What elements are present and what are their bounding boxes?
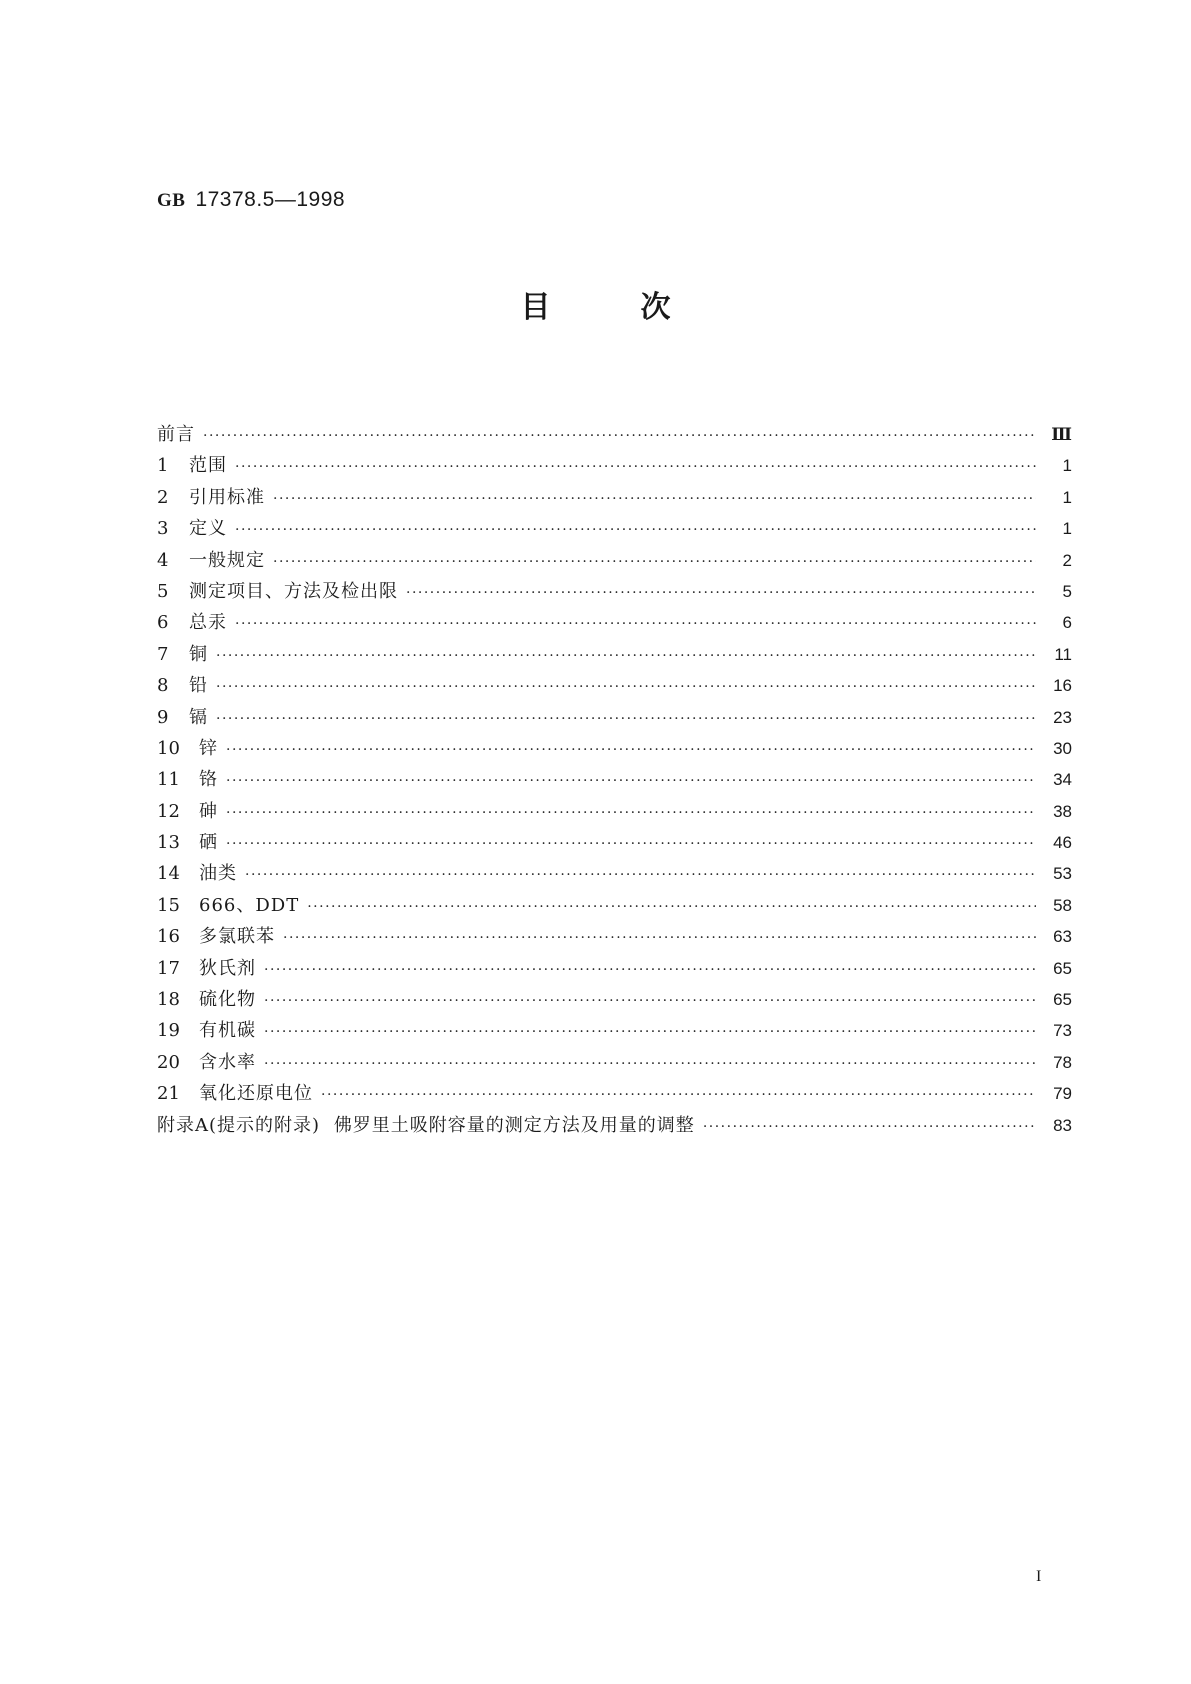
leader-dots — [226, 742, 1036, 758]
toc-entry-label: 多氯联苯 — [199, 926, 275, 948]
toc-entry-page: 34 — [1053, 770, 1072, 790]
toc-entry-number: 5 — [157, 580, 169, 602]
leader-dots — [226, 805, 1036, 821]
appendix-prefix: 附录A(提示的附录) — [157, 1114, 321, 1136]
toc-entry-page: 23 — [1053, 707, 1072, 727]
toc-entry-number: 20 — [157, 1051, 180, 1073]
toc-entry[interactable] — [157, 1016, 1072, 1047]
toc-entry-number: 4 — [157, 549, 169, 571]
page-number: I — [1036, 1568, 1042, 1585]
toc-entry-number: 2 — [157, 486, 169, 508]
toc-entry-page: 1 — [1062, 519, 1072, 539]
toc-entry-label: 范围 — [189, 455, 227, 477]
toc-entry-number: 17 — [157, 957, 180, 979]
toc-entry[interactable] — [157, 985, 1072, 1016]
leader-dots — [235, 522, 1036, 538]
toc-entry-page: 2 — [1062, 550, 1072, 570]
toc-entry-number: 18 — [157, 989, 180, 1011]
toc-entry-number: 1 — [157, 455, 169, 477]
toc-entry[interactable] — [157, 954, 1072, 985]
toc-entry-number: 7 — [157, 643, 169, 665]
toc-entry-page: 30 — [1053, 738, 1072, 758]
toc-entry-label: 铅 — [189, 675, 208, 697]
toc-entry-page: 46 — [1053, 833, 1072, 853]
toc-entry-page: 78 — [1053, 1052, 1072, 1072]
toc-entry-label: 锌 — [199, 737, 218, 759]
toc-entry[interactable] — [157, 797, 1072, 828]
toc-entry[interactable] — [157, 640, 1072, 671]
leader-dots — [216, 711, 1036, 727]
leader-dots — [264, 962, 1036, 978]
toc-entry[interactable] — [157, 734, 1072, 765]
toc-entry-page: 38 — [1053, 801, 1072, 821]
leader-dots — [264, 1024, 1036, 1040]
toc-entry[interactable] — [157, 891, 1072, 922]
leader-dots — [203, 428, 1036, 444]
toc-entry-label: 测定项目、方法及检出限 — [189, 580, 398, 602]
toc-entry-page: 6 — [1062, 613, 1072, 633]
toc-entry-number: 13 — [157, 832, 180, 854]
leader-dots — [703, 1119, 1036, 1135]
toc-entry-page: 1 — [1062, 487, 1072, 507]
toc-entry[interactable] — [157, 828, 1072, 859]
toc-entry[interactable] — [157, 703, 1072, 734]
leader-dots — [216, 648, 1036, 664]
toc-entry[interactable] — [157, 577, 1072, 608]
toc-entry-page: 73 — [1053, 1021, 1072, 1041]
leader-dots — [216, 679, 1036, 695]
leader-dots — [264, 993, 1036, 1009]
table-of-contents — [157, 420, 1072, 1142]
toc-entry-foreword[interactable] — [157, 420, 1072, 451]
toc-entry-label: 硫化物 — [199, 989, 256, 1011]
toc-entry-page: 65 — [1053, 990, 1072, 1010]
toc-entry-number: 16 — [157, 926, 180, 948]
toc-entry[interactable] — [157, 1048, 1072, 1079]
toc-entry[interactable] — [157, 765, 1072, 796]
toc-entry-number: 8 — [157, 675, 169, 697]
toc-entry-page: 79 — [1053, 1084, 1072, 1104]
toc-entry-label: 狄氏剂 — [199, 957, 256, 979]
toc-entry[interactable] — [157, 514, 1072, 545]
toc-entry-label: 含水率 — [199, 1051, 256, 1073]
toc-entry-number: 10 — [157, 737, 180, 759]
leader-dots — [226, 773, 1036, 789]
standard-prefix: GB — [157, 190, 186, 211]
toc-entry-page: Ⅲ — [1051, 425, 1072, 444]
toc-entry[interactable] — [157, 483, 1072, 514]
toc-entry[interactable] — [157, 859, 1072, 890]
toc-entry-label: 前言 — [157, 424, 195, 445]
leader-dots — [273, 491, 1036, 507]
toc-entry-page: 11 — [1054, 644, 1072, 664]
toc-entry-number: 12 — [157, 800, 180, 822]
toc-entry-number: 11 — [157, 769, 180, 791]
toc-entry-label: 666、DDT — [199, 894, 300, 916]
toc-entry-label: 引用标准 — [189, 486, 265, 508]
leader-dots — [245, 867, 1036, 883]
leader-dots — [406, 585, 1036, 601]
toc-entry-page: 83 — [1053, 1115, 1072, 1135]
leader-dots — [235, 459, 1036, 475]
toc-entry-number: 14 — [157, 863, 180, 885]
toc-entry-label: 镉 — [189, 706, 208, 728]
leader-dots — [264, 1056, 1036, 1072]
leader-dots — [226, 836, 1036, 852]
leader-dots — [307, 899, 1036, 915]
toc-entry-label: 砷 — [199, 800, 218, 822]
toc-entry-page: 1 — [1062, 456, 1072, 476]
toc-entry-page: 16 — [1053, 676, 1072, 696]
toc-entry-number: 9 — [157, 706, 169, 728]
toc-entry-label: 总汞 — [189, 612, 227, 634]
page-title: 目次 — [520, 290, 761, 325]
toc-entry-label: 铜 — [189, 643, 208, 665]
toc-entry[interactable] — [157, 451, 1072, 482]
toc-entry-number: 15 — [157, 894, 180, 916]
toc-entry[interactable] — [157, 608, 1072, 639]
toc-entry-label: 氧化还原电位 — [199, 1083, 313, 1105]
toc-entry-label: 一般规定 — [189, 549, 265, 571]
toc-entry-page: 63 — [1053, 927, 1072, 947]
toc-entry-label: 油类 — [199, 863, 237, 885]
toc-entry-page: 5 — [1062, 581, 1072, 601]
toc-entry[interactable] — [157, 1079, 1072, 1110]
standard-number — [157, 188, 345, 212]
leader-dots — [235, 616, 1036, 632]
standard-code: 17378.5—1998 — [195, 188, 346, 211]
toc-entry-page: 53 — [1053, 864, 1072, 884]
leader-dots — [273, 554, 1036, 570]
toc-entry-number: 6 — [157, 612, 169, 634]
toc-entry[interactable] — [157, 546, 1072, 577]
appendix-label: 佛罗里土吸附容量的测定方法及用量的调整 — [333, 1114, 695, 1136]
toc-entry-label: 有机碳 — [199, 1020, 256, 1042]
toc-entry-appendix-a[interactable] — [157, 1111, 1072, 1142]
toc-entry[interactable] — [157, 922, 1072, 953]
toc-entry-label: 铬 — [199, 769, 218, 791]
toc-entry-label: 定义 — [189, 518, 227, 540]
toc-entry[interactable] — [157, 671, 1072, 702]
toc-entry-label: 硒 — [199, 832, 218, 854]
toc-entry-number: 21 — [157, 1083, 180, 1105]
toc-entry-page: 65 — [1053, 958, 1072, 978]
toc-entry-page: 58 — [1053, 895, 1072, 915]
toc-entry-number: 19 — [157, 1020, 180, 1042]
leader-dots — [283, 930, 1036, 946]
toc-entry-number: 3 — [157, 518, 169, 540]
leader-dots — [321, 1087, 1036, 1103]
